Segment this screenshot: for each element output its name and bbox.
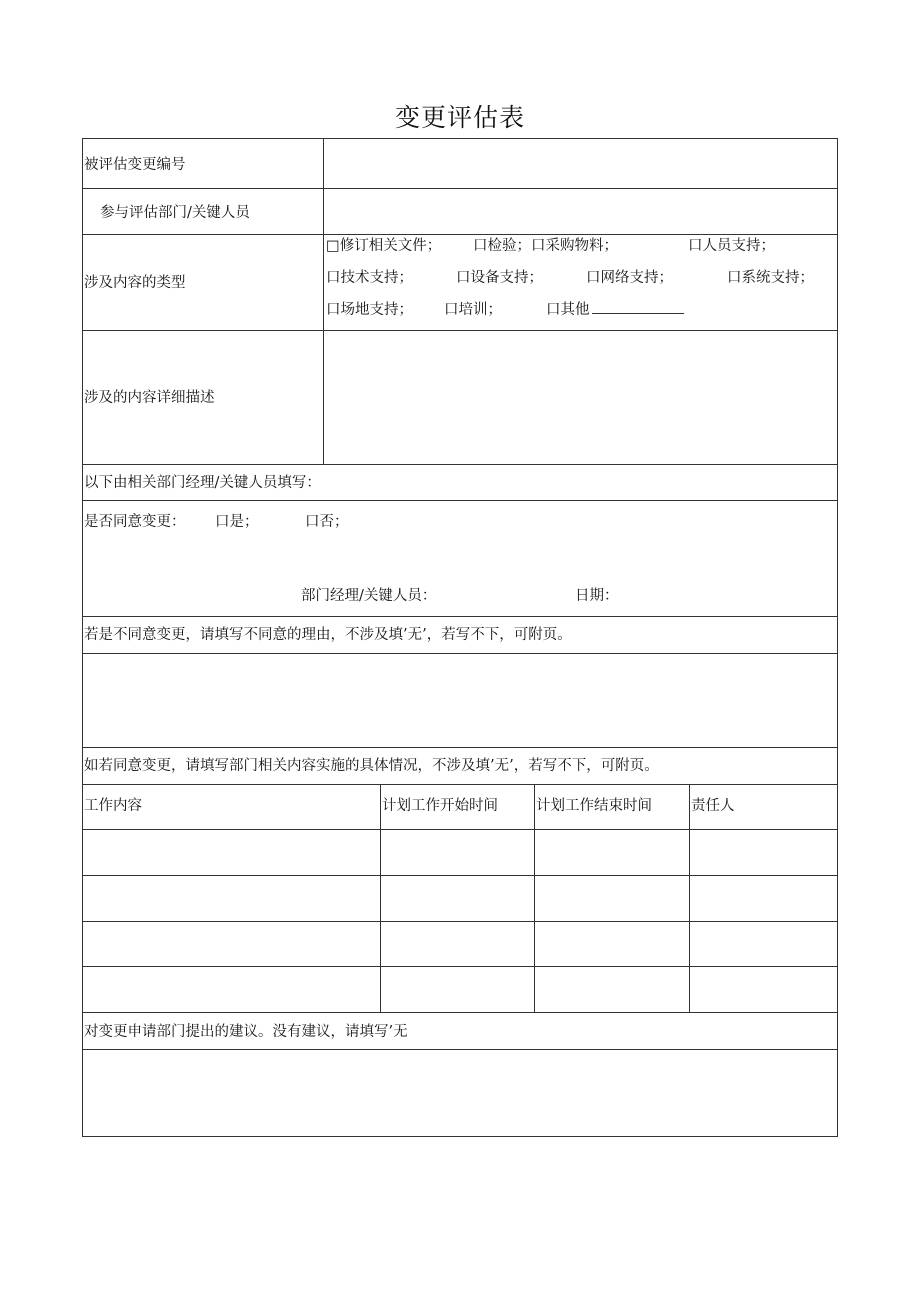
change-evaluation-form — [82, 138, 838, 1137]
header-end-time: 计划工作结束时间 — [536, 798, 652, 814]
header-work-content: 工作内容 — [84, 798, 142, 814]
suggestion-field[interactable] — [83, 1050, 837, 1136]
disagree-reason-field[interactable] — [83, 654, 837, 747]
row-divider — [83, 500, 837, 501]
row-divider — [83, 1012, 837, 1013]
row-divider — [83, 784, 837, 785]
table-row[interactable] — [83, 922, 837, 966]
checkbox-network-support[interactable]: 口网络支持； — [586, 270, 673, 286]
table-row[interactable] — [83, 967, 837, 1012]
other-blank-line[interactable] — [592, 301, 684, 314]
checkbox-equipment-support[interactable]: 口设备支持； — [456, 270, 543, 286]
checkbox-site-support[interactable]: 口场地支持； — [326, 302, 413, 318]
row-divider — [83, 234, 837, 235]
date-label: 日期： — [575, 588, 619, 604]
checkbox-tech-support[interactable]: 口技术支持； — [326, 270, 413, 286]
row-divider — [83, 464, 837, 465]
checkbox-system-support[interactable]: 口系统支持； — [727, 270, 814, 286]
header-responsible: 责任人 — [691, 798, 735, 814]
departments-label: 参与评估部门/关键人员 — [100, 205, 250, 221]
change-number-label: 被评估变更编号 — [84, 157, 186, 173]
content-type-label: 涉及内容的类型 — [84, 275, 186, 291]
table-row[interactable] — [83, 876, 837, 921]
option-no[interactable]: 口否； — [305, 514, 349, 530]
checkbox-other[interactable] — [546, 301, 684, 319]
manager-section-header: 以下由相关部门经理/关键人员填写： — [84, 475, 321, 491]
checkbox-revise-documents[interactable]: □修订相关文件； — [326, 238, 442, 254]
table-row[interactable] — [83, 830, 837, 875]
checkbox-training[interactable]: 口培训； — [444, 302, 502, 318]
row-divider — [83, 747, 837, 748]
change-number-field[interactable] — [324, 139, 837, 188]
checkbox-personnel-support[interactable]: 口人员支持； — [688, 238, 775, 254]
agree-note: 如若同意变更，请填写部门相关内容实施的具体情况，不涉及填’无’，若写不下，可附页。 — [84, 758, 659, 774]
suggestion-note: 对变更申请部门提出的建议。没有建议，请填写’无 — [84, 1024, 408, 1040]
page-title: 变更评估表 — [394, 103, 525, 132]
option-yes[interactable]: 口是； — [215, 514, 259, 530]
header-start-time: 计划工作开始时间 — [382, 798, 498, 814]
row-divider — [83, 616, 837, 617]
checkbox-other-label: 口其他 — [546, 302, 590, 318]
departments-field[interactable] — [324, 189, 837, 234]
checkbox-inspection-purchase[interactable]: 口检验；口采购物料； — [473, 238, 618, 254]
agree-question: 是否同意变更： — [84, 514, 186, 530]
content-detail-label: 涉及的内容详细描述 — [84, 390, 215, 406]
content-detail-field[interactable] — [324, 331, 837, 464]
disagree-note: 若是不同意变更，请填写不同意的理由，不涉及填’无’，若写不下，可附页。 — [84, 627, 572, 643]
manager-signature-label: 部门经理/关键人员： — [301, 588, 437, 604]
